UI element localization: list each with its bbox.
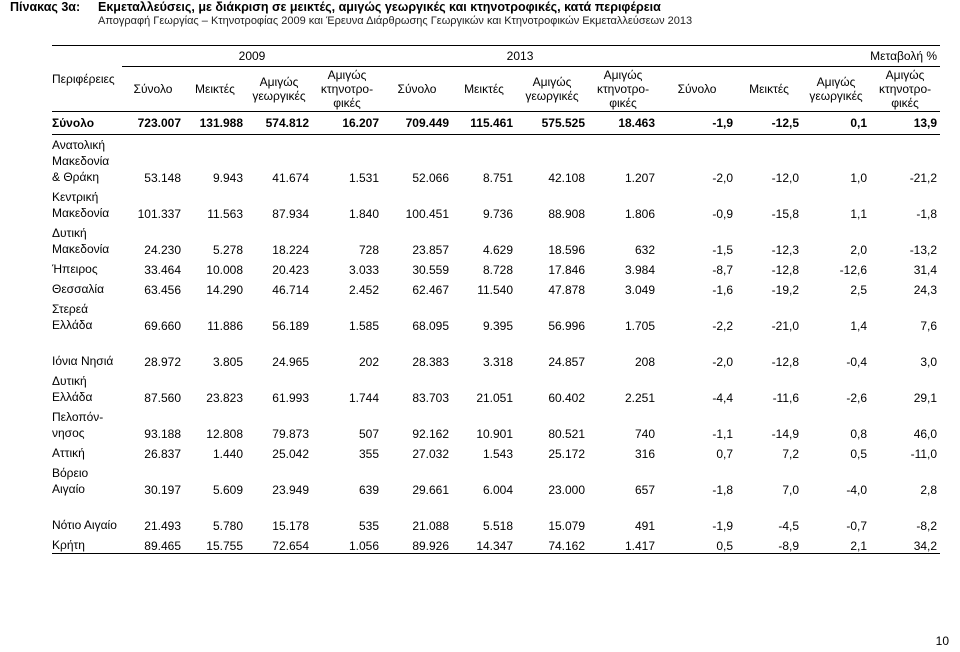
subheader-row (52, 67, 940, 112)
table-cell: 4.629 (482, 243, 514, 257)
table-cell: 25.042 (272, 447, 309, 461)
table-cell: 5.278 (212, 243, 243, 257)
table-cell: 3.805 (212, 355, 243, 369)
table-row (52, 297, 940, 333)
table-cell: 100.451 (405, 207, 450, 221)
region-name: Στερεά Ελλάδα (52, 302, 93, 332)
table-cell: 575.525 (516, 112, 588, 135)
table-cell: 25.172 (548, 447, 586, 461)
table-cell: 18.224 (272, 243, 309, 257)
table-cell: 1.531 (348, 171, 380, 185)
table-cell: 89.926 (382, 533, 452, 554)
table-cell: -2,0 (712, 171, 734, 185)
table-cell: 72.654 (246, 533, 312, 554)
table-cell: 18.596 (548, 243, 586, 257)
subheader-mixed: Μεικτές (184, 67, 246, 112)
table-cell: 30.559 (412, 263, 450, 277)
table-cell: -4,0 (846, 483, 868, 497)
subheader-total: Σύνολο (382, 67, 452, 112)
table-cell: 3.984 (625, 263, 656, 277)
table-cell: 355 (358, 447, 380, 461)
table-row (52, 369, 940, 405)
table-cell: 574.812 (246, 112, 312, 135)
table-cell: 14.347 (452, 533, 516, 554)
table-cell: 507 (358, 427, 380, 441)
table-cell: 11.886 (207, 319, 243, 333)
table-cell: 1.056 (312, 533, 382, 554)
region-name: Νότιο Αιγαίο (52, 518, 117, 532)
table-cell: 74.162 (516, 533, 588, 554)
table-cell: 8.728 (482, 263, 514, 277)
table-cell: -21,0 (771, 319, 800, 333)
table-cell: 1.705 (625, 319, 656, 333)
table-cell: 24.965 (272, 355, 309, 369)
table-cell: 93.188 (144, 427, 181, 441)
table-body (52, 112, 940, 554)
table-cell: 709.449 (382, 112, 452, 135)
subheader-livestock: Αμιγώς κτηνοτρο-φικές (312, 67, 382, 112)
table-cell: 21.088 (412, 519, 450, 533)
table-cell: 131.988 (184, 112, 246, 135)
table-cell: 56.996 (548, 319, 586, 333)
region-name: Ήπειρος (52, 262, 98, 276)
table-cell: 21.051 (476, 391, 514, 405)
table-cell: 83.703 (412, 391, 450, 405)
table-cell: -12,8 (771, 355, 800, 369)
table-cell: 92.162 (412, 427, 450, 441)
table-cell: 1,1 (850, 207, 868, 221)
table-cell: 1.840 (348, 207, 380, 221)
table-cell: 101.337 (137, 207, 181, 221)
table-cell: 202 (358, 355, 380, 369)
table-cell: 3,0 (920, 355, 938, 369)
table-cell: -12,6 (839, 263, 868, 277)
table-cell: 728 (358, 243, 380, 257)
table-cell: 46.714 (272, 283, 309, 297)
subheader-mixed: Μεικτές (452, 67, 516, 112)
change-header: Μεταβολή % (658, 46, 940, 67)
table-cell: 7,0 (782, 483, 800, 497)
table-cell: -15,8 (771, 207, 800, 221)
table-cell: 9.395 (482, 319, 514, 333)
table-cell: 89.465 (122, 533, 184, 554)
table-cell: 1.543 (482, 447, 514, 461)
table-cell: -13,2 (909, 243, 938, 257)
subheader-crop: Αμιγώς γεωργικές (516, 67, 588, 112)
table-cell: -2,6 (846, 391, 868, 405)
table-cell: 24,3 (913, 283, 938, 297)
table-cell: 6.004 (482, 483, 514, 497)
table-cell: 0,7 (716, 447, 734, 461)
table-cell: -11,0 (910, 447, 938, 461)
table-cell: 639 (358, 483, 380, 497)
table-cell: 28.383 (412, 355, 450, 369)
table-cell: 2,0 (850, 243, 868, 257)
table-cell: -11,6 (772, 391, 800, 405)
table-label: Πίνακας 3α: (10, 0, 81, 14)
table-cell: 2,8 (920, 483, 938, 497)
page-number: 10 (935, 634, 949, 648)
table-cell: 657 (635, 483, 656, 497)
table-row (52, 533, 940, 554)
table-cell: -1,8 (712, 483, 734, 497)
table-row (52, 221, 940, 257)
subheader-crop: Αμιγώς γεωργικές (802, 67, 870, 112)
region-name: Αττική (52, 446, 85, 460)
subheader-mixed: Μεικτές (736, 67, 802, 112)
table-cell: 33.464 (144, 263, 181, 277)
table-cell: 5.609 (212, 483, 243, 497)
table-cell: 2,5 (850, 283, 868, 297)
table-cell: -8,2 (916, 519, 938, 533)
table-cell: -19,2 (771, 283, 800, 297)
table-cell: 20.423 (272, 263, 309, 277)
table-cell: 2.452 (348, 283, 380, 297)
region-name: Κρήτη (52, 533, 122, 554)
table-cell: 27.032 (412, 447, 450, 461)
table-cell: -0,9 (712, 207, 734, 221)
table-cell: -1,9 (658, 112, 736, 135)
region-name: Σύνολο (52, 112, 122, 135)
subheader-livestock: Αμιγώς κτηνοτρο-φικές (870, 67, 940, 112)
table-cell: 0,8 (850, 427, 868, 441)
table-cell: 740 (635, 427, 656, 441)
subheader-total: Σύνολο (122, 67, 184, 112)
table-cell: 18.463 (588, 112, 658, 135)
year-header-2009: 2009 (122, 46, 382, 67)
table-cell: 2,1 (802, 533, 870, 554)
table-cell: 23.949 (272, 483, 309, 497)
table-cell: 28.972 (144, 355, 181, 369)
table-cell: 34,2 (870, 533, 940, 554)
region-name: Πελοπόν-νησος (52, 410, 104, 440)
table-cell: -0,7 (846, 519, 868, 533)
table-row (52, 135, 940, 186)
table-cell: 632 (635, 243, 656, 257)
table-cell: 7,6 (920, 319, 938, 333)
table-cell: 5.780 (212, 519, 243, 533)
table-cell: 1.585 (348, 319, 380, 333)
table-cell: 53.148 (144, 171, 181, 185)
table-cell: 491 (635, 519, 656, 533)
total-row (52, 112, 940, 135)
table-cell: 23.857 (412, 243, 450, 257)
table-cell: 208 (635, 355, 656, 369)
table-row (52, 333, 940, 369)
table-cell: 1,0 (850, 171, 868, 185)
table-cell: 13,9 (870, 112, 940, 135)
table-cell: 1.417 (588, 533, 658, 554)
year-header-2013: 2013 (382, 46, 658, 67)
table-cell: 17.846 (548, 263, 586, 277)
table-cell: 21.493 (144, 519, 181, 533)
data-table (52, 45, 940, 554)
table-cell: -1,8 (916, 207, 938, 221)
table-cell: -1,1 (712, 427, 734, 441)
table-cell: 69.660 (144, 319, 181, 333)
year-header-row (52, 46, 940, 67)
table-cell: -1,6 (712, 283, 734, 297)
table-row (52, 461, 940, 497)
table-cell: 16.207 (312, 112, 382, 135)
table-cell: -2,0 (712, 355, 734, 369)
table-cell: 30.197 (144, 483, 181, 497)
region-name: Ιόνια Νησιά (52, 354, 114, 368)
table-cell: 10.901 (476, 427, 514, 441)
table-cell: 3.318 (482, 355, 514, 369)
table-cell: 12.808 (206, 427, 243, 441)
table-cell: 24.230 (144, 243, 181, 257)
table-cell: 15.755 (184, 533, 246, 554)
table-row (52, 405, 940, 441)
table-cell: -0,4 (846, 355, 868, 369)
table-cell: 115.461 (452, 112, 516, 135)
region-name: Κεντρική Μακεδονία (52, 190, 110, 220)
table-cell: -12,5 (736, 112, 802, 135)
table-cell: 63.456 (144, 283, 181, 297)
table-cell: 1.207 (625, 171, 656, 185)
table-cell: 41.674 (272, 171, 309, 185)
table-cell: 2.251 (625, 391, 656, 405)
table-cell: 10.008 (206, 263, 243, 277)
table-cell: 46,0 (913, 427, 938, 441)
region-name: Δυτική Ελλάδα (52, 374, 93, 404)
subheader-crop: Αμιγώς γεωργικές (246, 67, 312, 112)
table-cell: 1.744 (348, 391, 380, 405)
table-cell: -8,9 (736, 533, 802, 554)
table-cell: -2,2 (712, 319, 734, 333)
table-cell: 1,4 (850, 319, 868, 333)
table-cell: 87.560 (144, 391, 181, 405)
table-cell: 9.736 (482, 207, 514, 221)
table-cell: 15.178 (272, 519, 309, 533)
table-cell: -12,0 (771, 171, 800, 185)
table-cell: 11.563 (207, 207, 243, 221)
table-row (52, 257, 940, 277)
table-cell: 7,2 (782, 447, 800, 461)
table-cell: 316 (635, 447, 656, 461)
table-row (52, 185, 940, 221)
table-cell: 88.908 (548, 207, 586, 221)
table-cell: 79.873 (272, 427, 309, 441)
table-row (52, 441, 940, 461)
table-cell: 60.402 (548, 391, 586, 405)
table-cell: -4,4 (712, 391, 734, 405)
table-cell: 29,1 (913, 391, 938, 405)
table-cell: 24.857 (548, 355, 586, 369)
table-cell: 1.440 (212, 447, 243, 461)
table-row (52, 497, 940, 533)
table-cell: 1.806 (625, 207, 656, 221)
subheader-total: Σύνολο (658, 67, 736, 112)
table-cell: 61.993 (272, 391, 309, 405)
table-cell: 5.518 (482, 519, 514, 533)
table-cell: 29.661 (412, 483, 450, 497)
table-cell: 47.878 (548, 283, 586, 297)
region-name: Ανατολική Μακεδονία & Θράκη (52, 138, 110, 184)
table-cell: 23.000 (548, 483, 586, 497)
table-cell: 42.108 (548, 171, 586, 185)
table-row (52, 277, 940, 297)
table-subtitle: Απογραφή Γεωργίας – Κτηνοτροφίας 2009 και Έρευνα Διάρθρωσης Γεωργικών και Κτηνοτροφικών Εκμεταλλεύσεων 2013 (98, 15, 693, 27)
table-cell: 62.467 (412, 283, 450, 297)
table-cell: -1,5 (712, 243, 734, 257)
table-cell: 535 (358, 519, 380, 533)
table-cell: 3.049 (625, 283, 656, 297)
table-cell: -21,2 (909, 171, 938, 185)
region-name: Δυτική Μακεδονία (52, 226, 110, 256)
table-cell: -12,3 (771, 243, 800, 257)
region-column-header: Περιφέρειες (52, 46, 122, 112)
table-cell: 87.934 (272, 207, 309, 221)
table-cell: -4,5 (778, 519, 800, 533)
table-cell: 80.521 (548, 427, 586, 441)
table-cell: 723.007 (122, 112, 184, 135)
region-name: Θεσσαλία (52, 282, 105, 296)
table-cell: 52.066 (412, 171, 450, 185)
table-cell: 23.823 (206, 391, 243, 405)
table-cell: 9.943 (212, 171, 243, 185)
table-cell: 31,4 (913, 263, 938, 277)
region-name: Βόρειο Αιγαίο (52, 466, 89, 496)
table-cell: -14,9 (771, 427, 800, 441)
subheader-livestock: Αμιγώς κτηνοτρο-φικές (588, 67, 658, 112)
table-cell: 15.079 (548, 519, 586, 533)
table-cell: 0,1 (802, 112, 870, 135)
table-cell: 0,5 (850, 447, 868, 461)
table-cell: 68.095 (412, 319, 450, 333)
table-cell: 3.033 (348, 263, 380, 277)
table-cell: -12,8 (771, 263, 800, 277)
table-cell: -8,7 (712, 263, 734, 277)
table-title: Εκμεταλλεύσεις, με διάκριση σε μεικτές, αμιγώς γεωργικές και κτηνοτροφικές, κατά περιφέρεια (98, 0, 661, 14)
table-cell: 11.540 (477, 283, 514, 297)
table-cell: -1,9 (712, 519, 734, 533)
table-cell: 56.189 (272, 319, 309, 333)
table-cell: 0,5 (658, 533, 736, 554)
table-cell: 14.290 (206, 283, 243, 297)
table-cell: 26.837 (144, 447, 181, 461)
table-cell: 8.751 (482, 171, 514, 185)
